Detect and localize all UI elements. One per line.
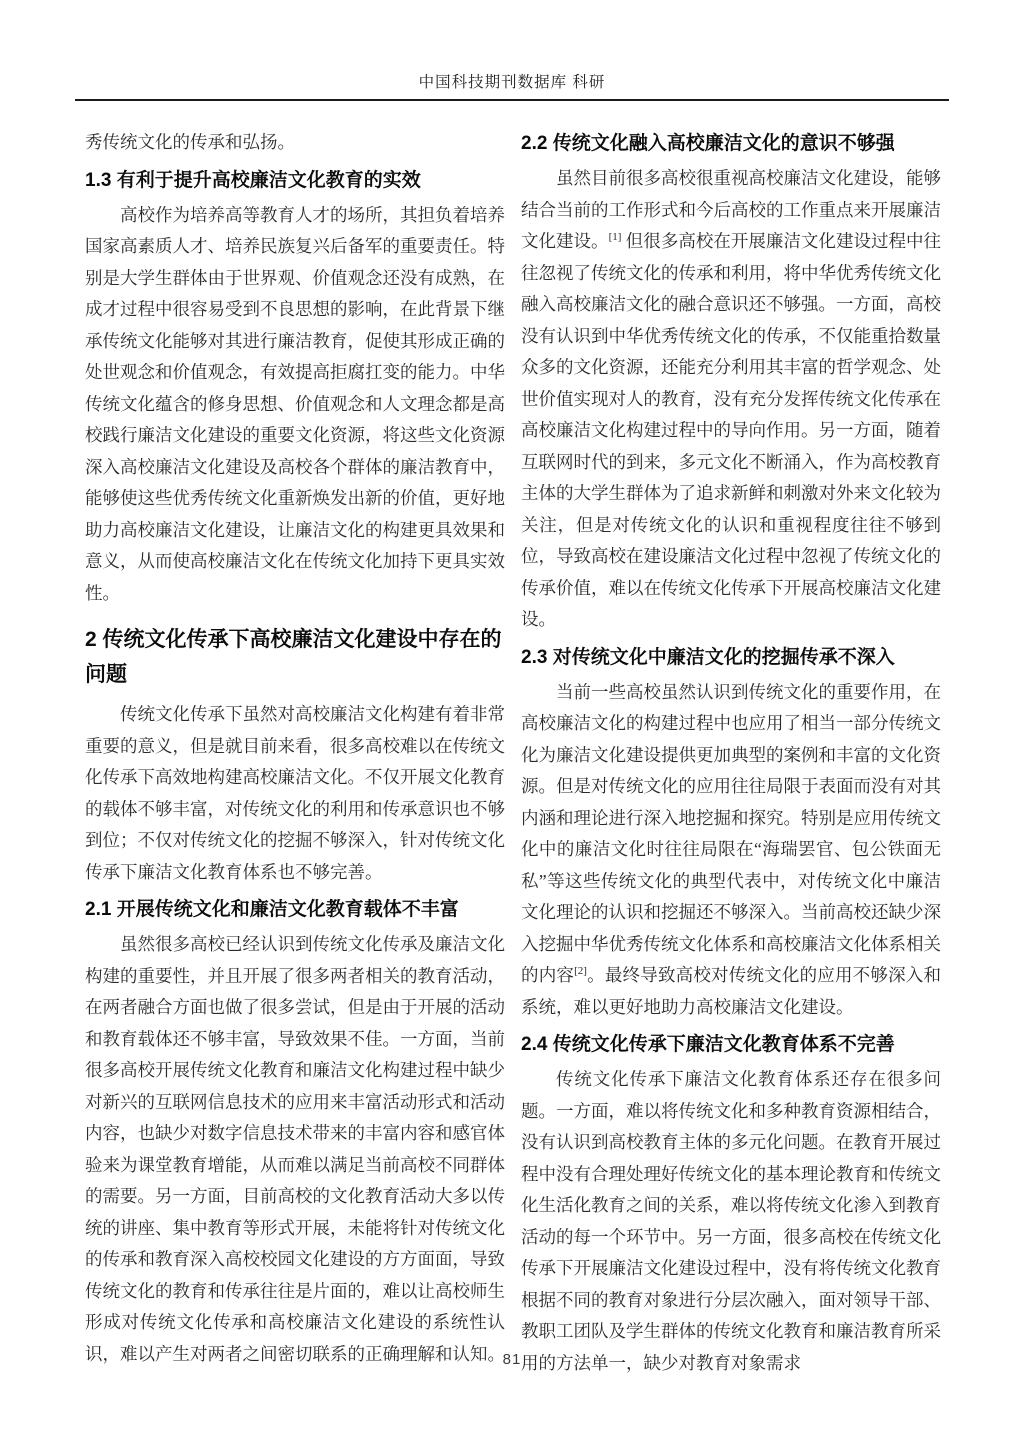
paragraph-2-3-text-cont: 。最终导致高校对传统文化的应用不够深入和系统，难以更好地助力高校廉洁文化建设。 <box>521 965 941 1017</box>
heading-2-2: 2.2 传统文化融入高校廉洁文化的意识不够强 <box>521 133 895 154</box>
citation-ref-1: [1] <box>608 231 622 244</box>
page-number: 81 <box>502 1351 522 1368</box>
journal-title: 中国科技期刊数据库 科研 <box>418 74 606 91</box>
paragraph-2-1: 虽然很多高校已经认识到传统文化传承及廉洁文化构建的重要性，并且开展了很多两者相关的教育活动，在两者融合方面也做了很多尝试，但是由于开展的活动和教育载体还不够丰富，导致效果不佳。一方面，当前很多高校开展传统文化教育和廉洁文化构建过程中缺少对新兴的互联网信息技术的应用来丰富活动形式和活动内容，也缺少对数字信息技术带来的丰富内容和感官体验来为课堂教育增能，从而难以满足当前高校不同群体的需要。另一方面，目前高校的文化教育活动大多以传统的讲座、集中教育等形式开展，未能将针对传统文化的传承和教育深入高校校园文化建设的方方面面，导致传统文化的教育和传承往往是片面的，难以让高校师生形成对传统文化传承和高校廉洁文化建设的系统性认识，难以产生对两者之间密切联系的正确理解和认知。 <box>85 934 505 1364</box>
paragraph-1-3: 高校作为培养高等教育人才的场所，其担负着培养国家高素质人才、培养民族复兴后备军的重要责任。特别是大学生群体由于世界观、价值观念还没有成熟，在成才过程中很容易受到不良思想的影响，在此背景下继承传统文化能够对其进行廉洁教育，促使其形成正确的处世观念和价值观念，有效提高拒腐扛变的能力。中华传统文化蕴含的修身思想、价值观念和人文理念都是高校践行廉洁文化建设的重要文化资源，将这些文化资源深入高校廉洁文化建设及高校各个群体的廉洁教育中，能够使这些优秀传统文化重新焕发出新的价值，更好地助力高校廉洁文化建设，让廉洁文化的构建更具效果和意义，从而使高校廉洁文化在传统文化加持下更具实效性。 <box>85 204 505 603</box>
paragraph-2-4: 传统文化传承下廉洁文化教育体系还存在很多问题。一方面，难以将传统文化和多种教育资源相结合，没有认识到高校教育主体的多元化问题。在教育开展过程中没有合理处理好传统文化的基本理论教育和传统文化生活化教育之间的关系，难以将传统文化渗入到教育活动的每一个环节中。另一方面，很多高校在传统文化传承下开展廉洁文化建设过程中，没有将传统文化教育根据不同的教育对象进行分层次融入，面对领导干部、教职工团队及学生群体的传统文化教育和廉洁教育所采用的方法单一，缺少对教育对象需求 <box>521 1069 941 1373</box>
page-footer <box>0 1351 1024 1368</box>
heading-2-3: 2.3 对传统文化中廉洁文化的挖掘传承不深入 <box>521 646 895 668</box>
heading-1-3: 1.3 有利于提升高校廉洁文化教育的实效 <box>85 169 421 191</box>
right-column <box>521 127 941 1379</box>
citation-ref-2: [2] <box>574 965 587 978</box>
paragraph-2-intro: 传统文化传承下虽然对高校廉洁文化构建有着非常重要的意义，但是就目前来看，很多高校难以在传统文化传承下高效地构建高校廉洁文化。不仅开展文化教育的载体不够丰富，对传统文化的利用和传承意识也不够到位；不仅对传统文化的挖掘不够深入，针对传统文化传承下廉洁文化教育体系也不够完善。 <box>85 704 505 882</box>
paragraph-2-3-text: 当前一些高校虽然认识到传统文化的重要作用，在高校廉洁文化的构建过程中也应用了相当一部分传统文化为廉洁文化建设提供更加典型的案例和丰富的文化资源。但是对传统文化的应用往往局限于表面而没有对其内涵和理论进行深入地挖掘和探究。特别是应用传统文化中的廉洁文化时往往局限在“海瑞罢官、包公铁面无私”等这些传统文化的典型代表中，对传统文化中廉洁文化理论的认识和挖掘还不够深入。当前高校还缺少深入挖掘中华优秀传统文化体系和高校廉洁文化体系相关的内容 <box>521 681 941 985</box>
page-header <box>0 0 1024 101</box>
heading-2: 2 传统文化传承下高校廉洁文化建设中存在的问题 <box>85 628 502 686</box>
heading-2-1: 2.1 开展传统文化和廉洁文化教育载体不丰富 <box>85 899 459 920</box>
paragraph-2-2-text: 虽然目前很多高校很重视高校廉洁文化建设，能够结合当前的工作形式和今后高校的工作重点来开展廉洁文化建设。 <box>521 168 941 251</box>
paragraph-2-2 <box>521 163 941 636</box>
heading-2-4: 2.4 传统文化传承下廉洁文化教育体系不完善 <box>521 1034 895 1055</box>
left-column <box>85 127 505 1379</box>
paragraph-2-2-text-cont: 但很多高校在开展廉洁文化建设过程中往往忽视了传统文化的传承和利用，将中华优秀传统文化融入高校廉洁文化的融合意识还不够强。一方面，高校没有认识到中华优秀传统文化的传承，不仅能重拾数量众多的文化资源，还能充分利用其丰富的哲学观念、处世价值实现对人的教育，没有充分发挥传统文化传承在高校廉洁文化构建过程中的导向作用。另一方面，随着互联网时代的到来，多元文化不断涌入，作为高校教育主体的大学生群体为了追求新鲜和刺激对外来文化较为关注，但是对传统文化的认识和重视程度往往不够到位，导致高校在建设廉洁文化过程中忽视了传统文化的传承价值，难以在传统文化传承下开展高校廉洁文化建设。 <box>521 231 942 629</box>
paragraph-continuation: 秀传统文化的传承和弘扬。 <box>85 132 295 152</box>
two-column-body <box>0 101 1024 1379</box>
paragraph-2-3 <box>521 677 941 1024</box>
